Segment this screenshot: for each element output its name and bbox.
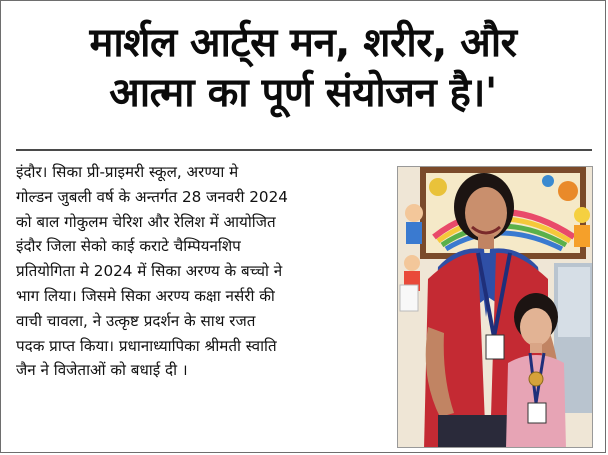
student-figure	[506, 293, 566, 448]
article-photo	[397, 166, 593, 448]
body-line: इंदौर। सिका प्री-प्राइमरी स्कूल, अरण्या मे	[16, 163, 239, 181]
body-line: गोल्डन जुबली वर्ष के अन्तर्गत 28 जनवरी 2024	[16, 187, 288, 206]
body-line: पदक प्राप्त किया। प्रधानाध्यापिका श्रीमती स्वाति	[16, 336, 277, 355]
body-line: वाची चावला, ने उत्कृष्ट प्रदर्शन के साथ रजत	[16, 311, 256, 330]
body-line: भाग लिया। जिसमे सिका अरण्य कक्षा नर्सरी की	[16, 286, 275, 305]
body-line: इंदौर जिला सेको काई कराटे चैम्पियनशिप	[16, 237, 241, 256]
body-line: जैन ने विजेताओं को बधाई दी ।	[16, 361, 188, 380]
photo-illustration	[398, 167, 593, 448]
headline-divider	[16, 149, 592, 151]
article-body	[16, 160, 388, 383]
body-line: को बाल गोकुलम चेरिश और रेलिश में आयोजित	[16, 212, 276, 231]
headline-line-1: मार्शल आर्ट्स मन, शरीर, और	[89, 20, 517, 66]
headline-line-2: आत्मा का पूर्ण संयोजन है।'	[109, 70, 497, 116]
headline	[4, 18, 602, 118]
body-line: प्रतियोगिता मे 2024 में सिका अरण्य के बच्चो ने	[16, 262, 283, 281]
